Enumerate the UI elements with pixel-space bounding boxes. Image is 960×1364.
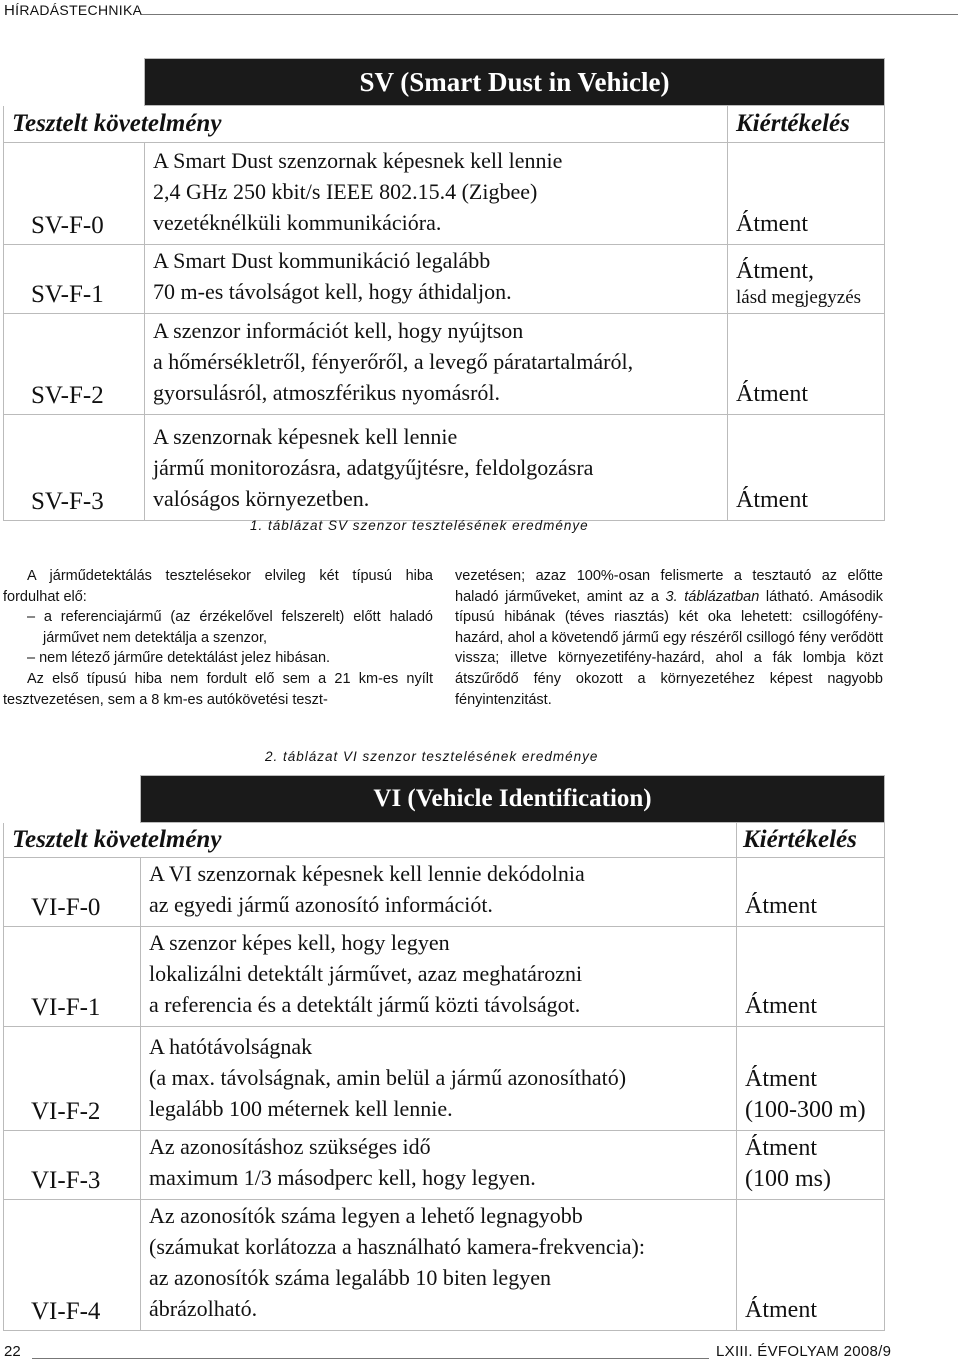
req-line: 2,4 GHz 250 kbit/s IEEE 802.15.4 (Zigbee)	[153, 179, 538, 204]
req-line: legalább 100 méternek kell lennie.	[149, 1096, 453, 1121]
req-line: valóságos környezetben.	[153, 486, 370, 511]
text-column-left	[3, 566, 433, 710]
header-rule	[142, 14, 958, 15]
row-requirement	[145, 314, 728, 415]
table-row	[4, 415, 885, 521]
req-line: (a max. távolságnak, amin belül a jármű azonosítható)	[149, 1065, 627, 1090]
table-vi-title: VI (Vehicle Identification)	[141, 776, 885, 823]
paragraph: A járműdetektálás tesztelésekor elvileg két típusú hiba fordulhat elő:	[3, 568, 433, 605]
row-requirement	[141, 1027, 737, 1131]
table-row	[4, 927, 885, 1027]
table-row	[4, 314, 885, 415]
row-requirement	[141, 1131, 737, 1200]
req-line: az azonosítók száma legalább 10 biten legyen	[149, 1265, 551, 1290]
table-vi-col-evaluation: Kiértékelés	[737, 823, 885, 858]
req-line: A hatótávolságnak	[149, 1034, 313, 1059]
footer-rule	[32, 1358, 709, 1359]
paragraph	[455, 566, 883, 710]
req-line: a referencia és a detektált jármű közti távolságot.	[149, 992, 581, 1017]
text-column-right	[455, 566, 883, 710]
table-sv-title: SV (Smart Dust in Vehicle)	[145, 59, 885, 106]
req-line: A szenzor képes kell, hogy legyen	[149, 930, 450, 955]
row-requirement	[145, 245, 728, 314]
row-code: SV-F-2	[4, 314, 145, 415]
table-sv-col-evaluation: Kiértékelés	[728, 106, 885, 143]
req-line: A szenzor információt kell, hogy nyújtson	[153, 318, 524, 343]
req-line: ábrázolható.	[149, 1296, 258, 1321]
table-row	[4, 858, 885, 927]
row-code: SV-F-3	[4, 415, 145, 521]
row-code: SV-F-0	[4, 143, 145, 245]
row-result	[737, 1131, 885, 1200]
paragraph-text: vezetésen; azaz 100%-osan felismerte a tesztautó az előtte haladó járműveket, amint az a	[455, 568, 883, 605]
list-item: – a referenciajármű (az érzékelővel felszerelt) előtt haladó járművet nem detektálja a szenzor,	[27, 609, 433, 646]
row-result: Átment	[728, 415, 885, 521]
result-detail: (100-300 m)	[745, 1097, 866, 1123]
table-row	[4, 1131, 885, 1200]
result-text: Átment,	[736, 258, 814, 284]
req-line: A szenzornak képesnek kell lennie	[153, 424, 458, 449]
req-line: gyorsulásról, atmoszférikus nyomásról.	[153, 380, 501, 405]
row-requirement	[145, 143, 728, 245]
req-line: A Smart Dust kommunikáció legalább	[153, 248, 491, 273]
req-line: A Smart Dust szenzornak képesnek kell lennie	[153, 148, 563, 173]
req-line: maximum 1/3 másodperc kell, hogy legyen.	[149, 1165, 536, 1190]
row-result	[737, 1027, 885, 1131]
req-line: 70 m-es távolságot kell, hogy áthidaljon.	[153, 279, 512, 304]
table-row	[4, 143, 885, 245]
table-sv-col-requirement: Tesztelt követelmény	[4, 106, 728, 143]
running-head-rest: ÍRADÁSTECHNIKA	[15, 2, 143, 18]
result-text: Átment	[745, 1066, 817, 1092]
req-line: lokalizálni detektált járművet, azaz meghatározni	[149, 961, 583, 986]
row-code: VI-F-2	[4, 1027, 141, 1131]
table-vi-caption: 2. táblázat VI szenzor tesztelésének eredménye	[265, 749, 599, 764]
row-code: VI-F-0	[4, 858, 141, 927]
list-item: – nem létező járműre detektálást jelez hibásan.	[27, 650, 331, 667]
issue-label: LXIII. ÉVFOLYAM 2008/9	[716, 1343, 892, 1360]
row-code: VI-F-4	[4, 1200, 141, 1331]
req-line: a hőmérsékletről, fényerőről, a levegő páratartalmáról,	[153, 349, 634, 374]
table-vi-col-requirement: Tesztelt követelmény	[4, 823, 737, 858]
table-sv-caption: 1. táblázat SV szenzor tesztelésének eredménye	[250, 518, 589, 533]
page-number: 22	[4, 1343, 21, 1360]
table-row	[4, 1200, 885, 1331]
row-code: VI-F-3	[4, 1131, 141, 1200]
req-line: jármű monitorozásra, adatgyűjtésre, feldolgozásra	[153, 455, 594, 480]
paragraph-text: látható. Amásodik típusú hibának (téves riasztás) két oka lehetett: csillogófény-hazárd, ahol a követendő jármű egy részéről csillogó fény verődött vissza; illetve környezetifény-hazárd, ahol a fák lombja közt átszűrődő fény okozott a környezetéhez képest nagyobb fényintenzitást.	[455, 588, 883, 708]
req-line: vezetéknélküli kommunikációra.	[153, 210, 442, 235]
row-result: Átment	[737, 927, 885, 1027]
table-sv	[3, 58, 884, 521]
paragraph: Az első típusú hiba nem fordult elő sem a 21 km-es nyílt tesztvezetésen, sem a 8 km-es autókövetési teszt-	[3, 670, 433, 708]
result-note: lásd megjegyzés	[736, 287, 862, 308]
table-vi	[3, 775, 884, 1331]
row-result: Átment	[728, 143, 885, 245]
row-result: Átment	[737, 858, 885, 927]
table-row	[4, 1027, 885, 1131]
row-result	[728, 245, 885, 314]
row-requirement	[141, 927, 737, 1027]
req-line: az egyedi jármű azonosító információt.	[149, 892, 493, 917]
result-detail: (100 ms)	[745, 1166, 831, 1192]
row-code: SV-F-1	[4, 245, 145, 314]
table-row	[4, 245, 885, 314]
req-line: Az azonosítók száma legyen a lehető legnagyobb	[149, 1203, 583, 1228]
running-head	[4, 2, 142, 19]
row-result: Átment	[737, 1200, 885, 1331]
row-code: VI-F-1	[4, 927, 141, 1027]
row-requirement	[145, 415, 728, 521]
req-line: Az azonosításhoz szükséges idő	[149, 1134, 431, 1159]
req-line: (számukat korlátozza a használható kamera-frekvencia):	[149, 1234, 645, 1259]
row-result: Átment	[728, 314, 885, 415]
row-requirement	[141, 858, 737, 927]
running-head-initial: H	[4, 2, 16, 19]
req-line: A VI szenzornak képesnek kell lennie dekódolnia	[149, 861, 585, 886]
row-requirement	[141, 1200, 737, 1331]
table-reference: 3. táblázatban	[665, 588, 760, 605]
result-text: Átment	[745, 1135, 817, 1161]
